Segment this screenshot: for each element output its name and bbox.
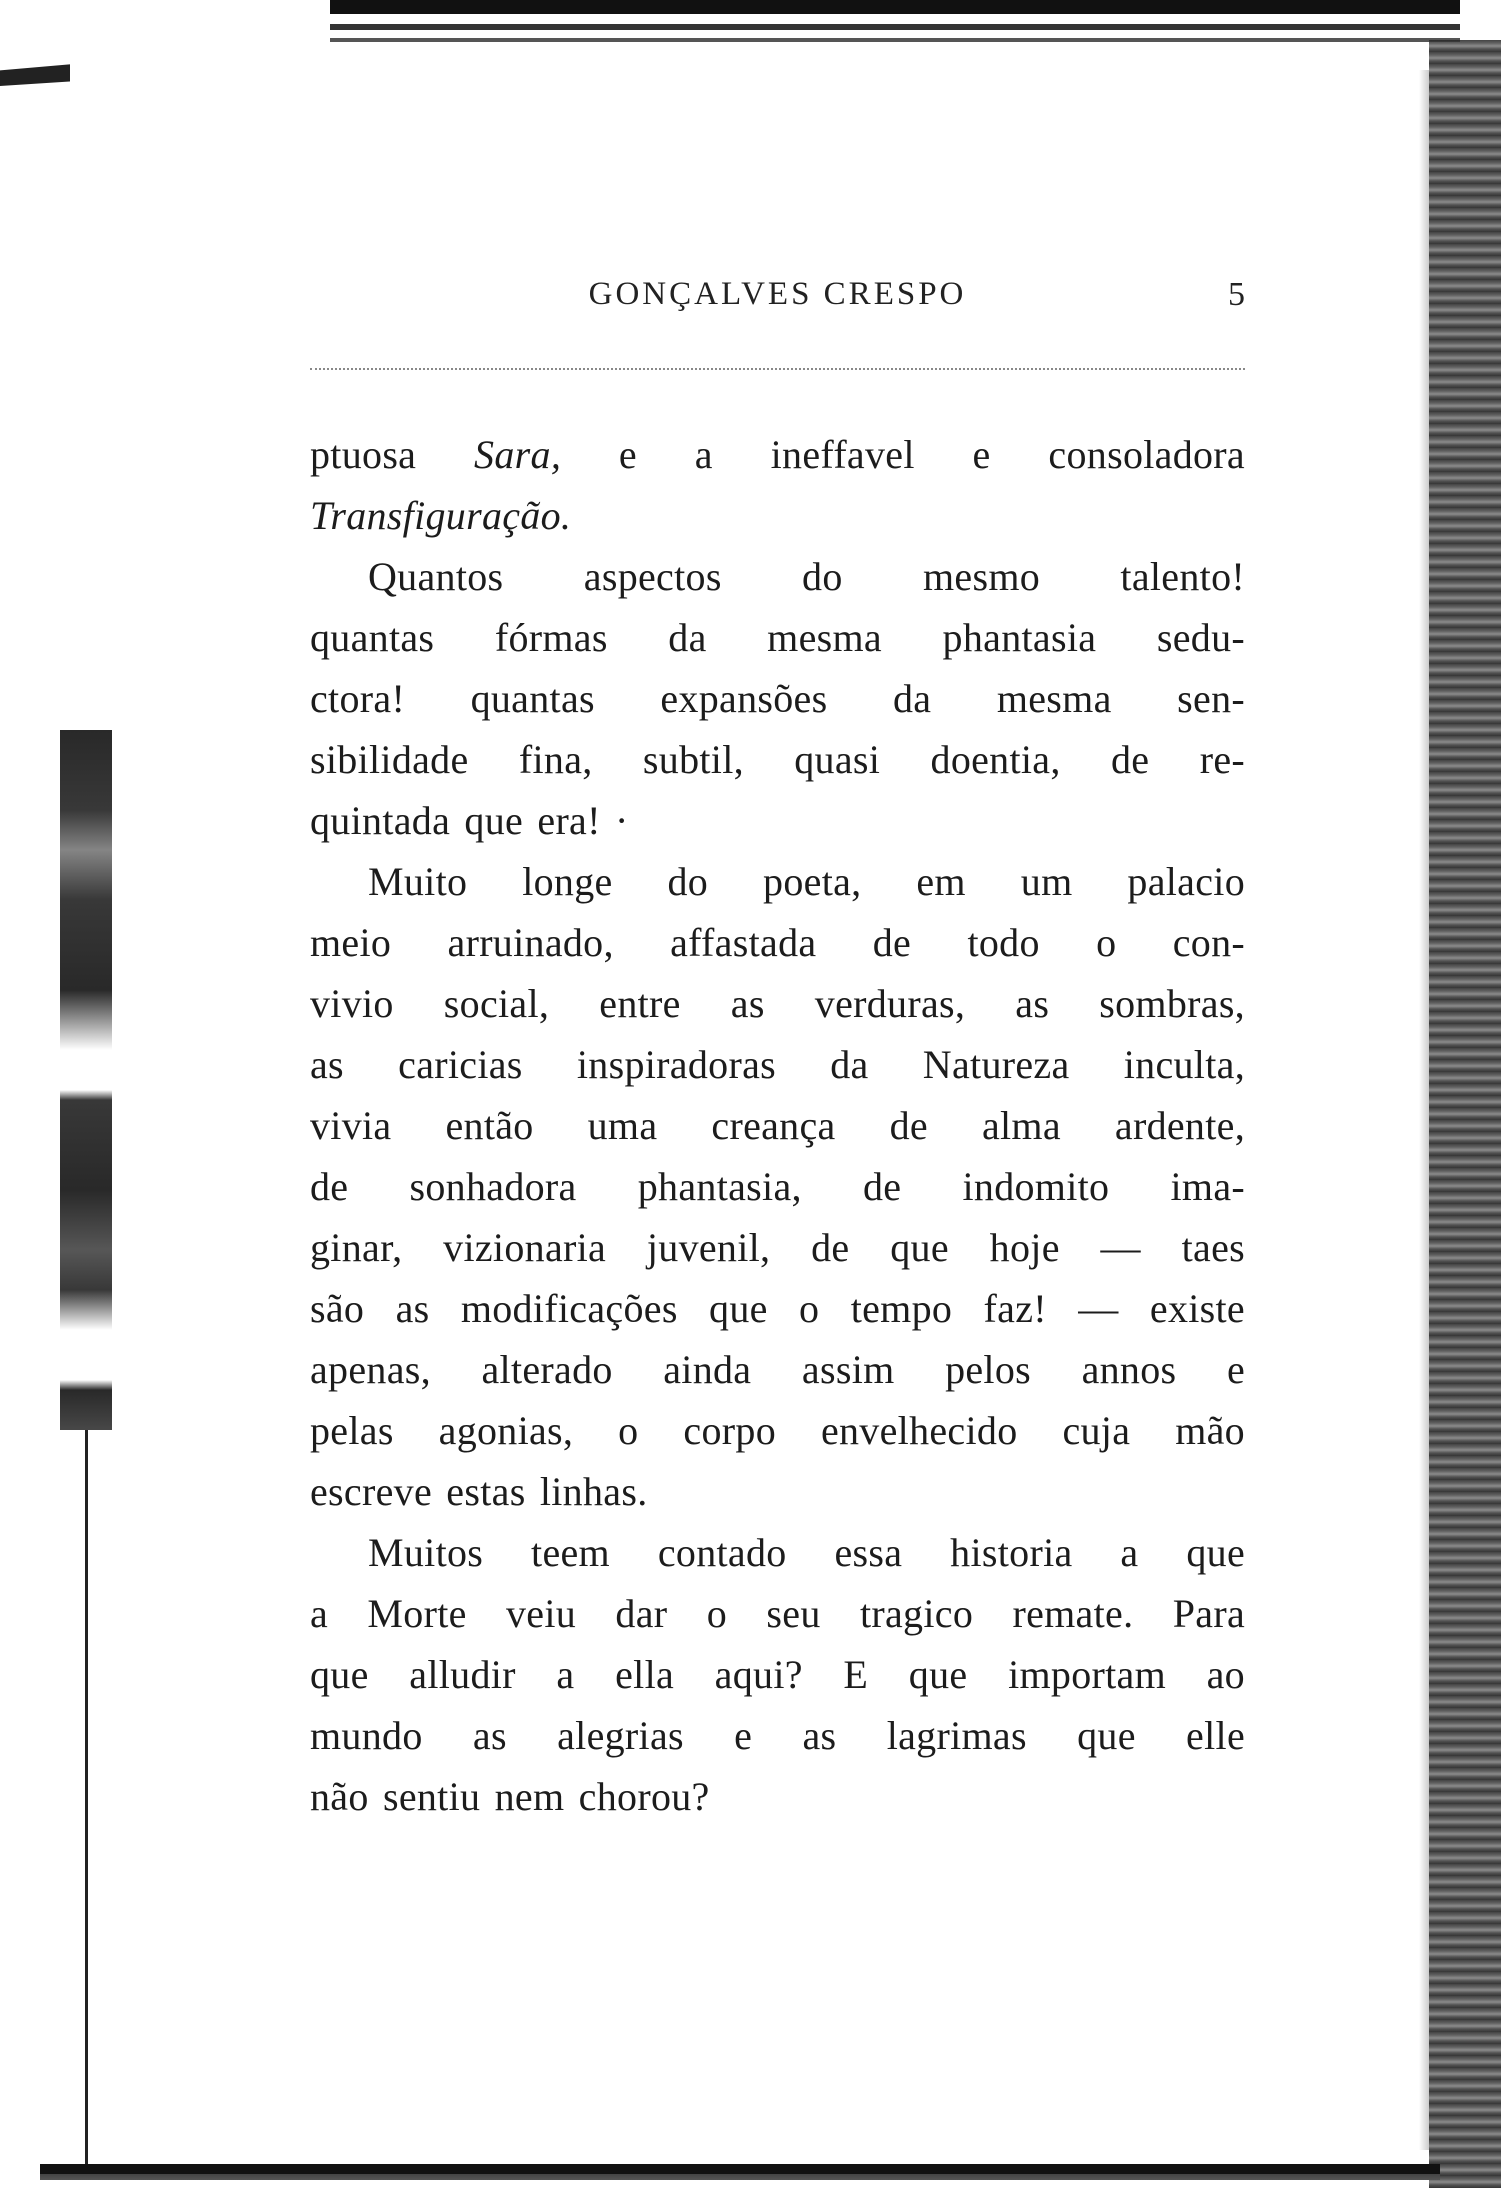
text-line — [310, 1278, 1245, 1339]
text-segment: sibilidade fina, subtil, quasi doentia, de re- — [310, 737, 1245, 782]
text-line — [310, 790, 1245, 851]
text-segment: são as modificações que o tempo faz! — existe — [310, 1286, 1245, 1331]
text-segment: mundo as alegrias e as lagrimas que elle — [310, 1713, 1245, 1758]
text-segment: a Morte veiu dar o seu tragico remate. Para — [310, 1591, 1245, 1636]
italic-text: Sara, — [474, 432, 562, 477]
text-segment: quantas fórmas da mesma phantasia sedu- — [310, 615, 1245, 660]
text-segment: meio arruinado, affastada de todo o con- — [310, 920, 1245, 965]
body-text — [310, 424, 1245, 1827]
text-segment: ginar, vizionaria juvenil, de que hoje — taes — [310, 1225, 1245, 1270]
text-line — [310, 729, 1245, 790]
text-line — [310, 607, 1245, 668]
text-line — [310, 851, 1245, 912]
text-segment: quintada que era! · — [310, 798, 629, 843]
scan-right-shadow — [1419, 70, 1429, 2150]
text-segment: que alludir a ella aqui? E que importam ao — [310, 1652, 1245, 1697]
scan-top-left-mark — [0, 60, 120, 86]
text-segment: pelas agonias, o corpo envelhecido cuja mão — [310, 1408, 1245, 1453]
text-line — [310, 912, 1245, 973]
text-line — [310, 1522, 1245, 1583]
running-title: GONÇALVES CRESPO — [588, 276, 967, 312]
text-segment: ctora! quantas expansões da mesma sen- — [310, 676, 1245, 721]
text-segment: e a ineffavel e consoladora — [561, 432, 1245, 477]
text-segment: não sentiu nem chorou? — [310, 1774, 710, 1819]
text-line — [310, 1095, 1245, 1156]
text-line — [310, 1339, 1245, 1400]
text-line — [310, 973, 1245, 1034]
text-line — [310, 1156, 1245, 1217]
text-line — [310, 1583, 1245, 1644]
text-segment: Muito longe do poeta, em um palacio — [368, 859, 1245, 904]
text-segment: de sonhadora phantasia, de indomito ima- — [310, 1164, 1245, 1209]
text-line — [310, 424, 1245, 485]
text-line — [310, 1766, 1245, 1827]
text-segment: apenas, alterado ainda assim pelos annos e — [310, 1347, 1245, 1392]
text-line — [310, 1461, 1245, 1522]
text-line — [310, 485, 1245, 546]
text-line — [310, 1217, 1245, 1278]
header-rule — [310, 368, 1245, 370]
text-line — [310, 1400, 1245, 1461]
text-line — [310, 1705, 1245, 1766]
page-number: 5 — [1228, 276, 1245, 313]
text-line — [310, 668, 1245, 729]
text-line — [310, 1644, 1245, 1705]
text-segment: Muitos teem contado essa historia a que — [368, 1530, 1245, 1575]
scan-left-line — [85, 1430, 88, 2170]
text-segment: vivia então uma creança de alma ardente, — [310, 1103, 1245, 1148]
scan-left-spine — [60, 730, 112, 1430]
running-head — [310, 276, 1245, 326]
text-line — [310, 546, 1245, 607]
text-line — [310, 1034, 1245, 1095]
book-page — [310, 0, 1245, 2188]
text-segment: ptuosa — [310, 432, 475, 477]
italic-text: Transfiguração. — [310, 493, 572, 538]
scan-right-page-edge — [1429, 40, 1501, 2188]
text-segment: Quantos aspectos do mesmo talento! — [368, 554, 1245, 599]
text-segment: escreve estas linhas. — [310, 1469, 648, 1514]
text-segment: vivio social, entre as verduras, as sombras, — [310, 981, 1245, 1026]
text-segment: as caricias inspiradoras da Natureza inculta, — [310, 1042, 1245, 1087]
